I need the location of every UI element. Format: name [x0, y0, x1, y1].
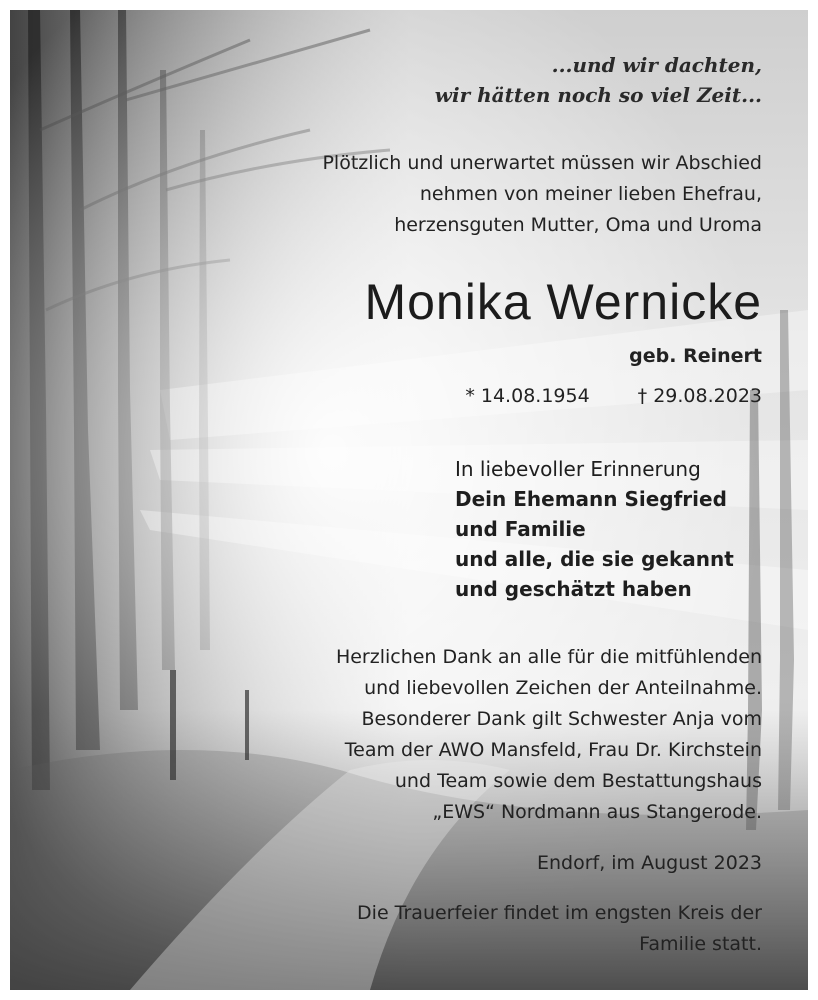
obituary-card [10, 10, 808, 990]
birth-date: * 14.08.1954 [465, 385, 590, 407]
mourner-line: und Familie [455, 517, 586, 541]
thanks-line: Team der AWO Mansfeld, Frau Dr. Kirchstein [344, 739, 762, 761]
thanks-paragraph [336, 642, 762, 828]
mourner-line: und alle, die sie gekannt [455, 547, 734, 571]
life-dates [465, 382, 762, 410]
announcement-intro [322, 148, 762, 241]
funeral-notice [357, 898, 762, 960]
thanks-line: Herzlichen Dank an alle für die mitfühlenden [335, 646, 762, 668]
birth-name: geb. Reinert [629, 345, 762, 367]
intro-line: Plötzlich und unerwartet müssen wir Abschied [322, 152, 762, 174]
quote-line: ...und wir dachten, [551, 53, 762, 77]
mourners-lead: In liebevoller Erinnerung [455, 457, 701, 481]
thanks-line: und liebevollen Zeichen der Anteilnahme. [364, 677, 762, 699]
place-and-date: Endorf, im August 2023 [536, 852, 762, 874]
deceased-name: Monika Wernicke [364, 274, 762, 330]
intro-line: nehmen von meiner lieben Ehefrau, [419, 183, 762, 205]
thanks-line: „EWS“ Nordmann aus Stangerode. [432, 801, 762, 823]
thanks-line: Besonderer Dank gilt Schwester Anja vom [361, 708, 762, 730]
intro-line: herzensguten Mutter, Oma und Uroma [394, 214, 762, 236]
mourners-block [455, 454, 734, 604]
death-date: † 29.08.2023 [637, 385, 762, 407]
quote-line: wir hätten noch so viel Zeit... [434, 83, 762, 107]
funeral-line: Familie statt. [639, 933, 762, 955]
thanks-line: und Team sowie dem Bestattungshaus [394, 770, 762, 792]
funeral-line: Die Trauerfeier findet im engsten Kreis der [357, 902, 762, 924]
mourner-line: und geschätzt haben [455, 577, 692, 601]
mourner-line: Dein Ehemann Siegfried [455, 487, 727, 511]
quote [435, 50, 762, 110]
